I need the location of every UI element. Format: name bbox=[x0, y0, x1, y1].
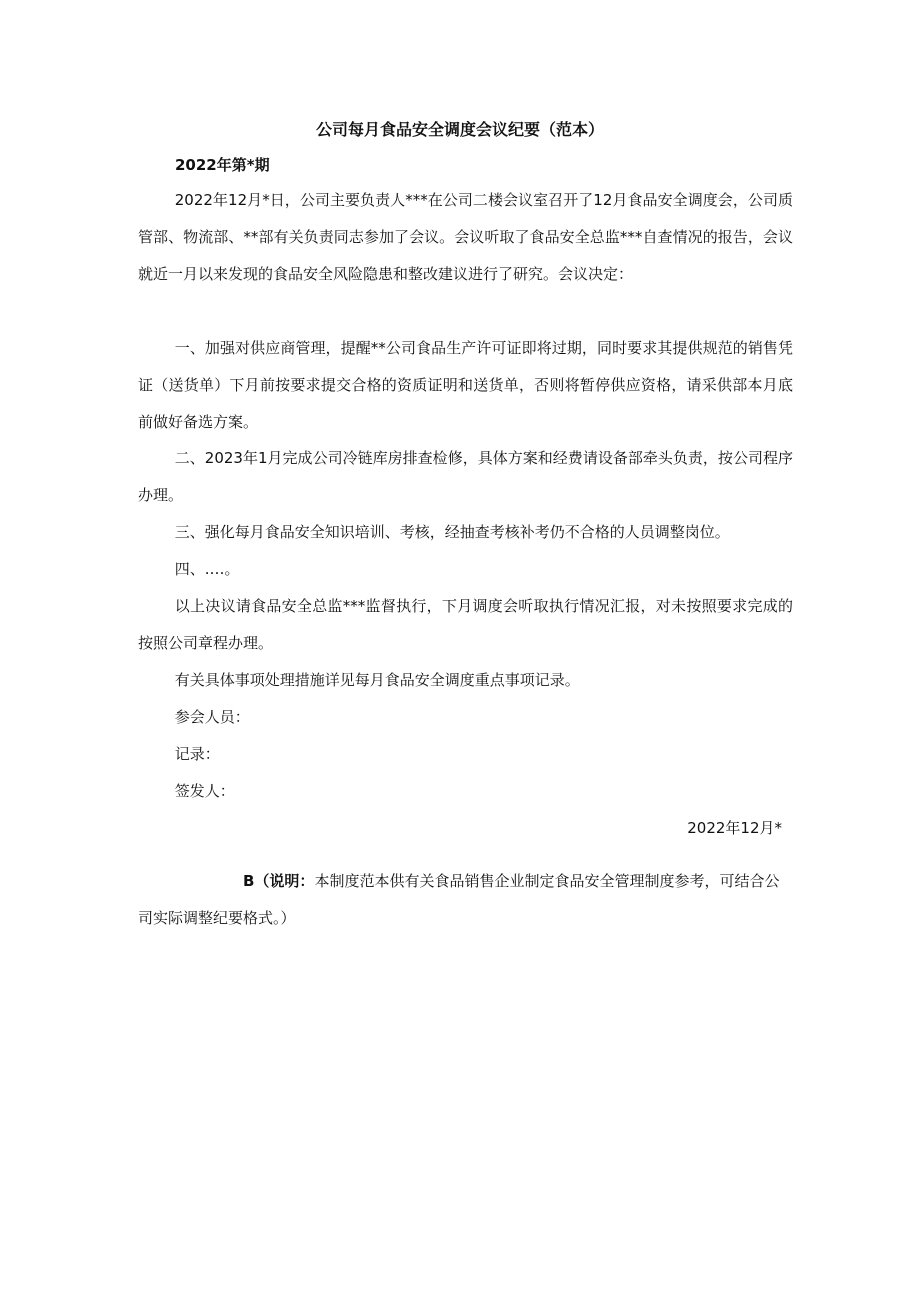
paragraph-supervision: 以上决议请食品安全总监***监督执行，下月调度会听取执行情况汇报，对未按照要求完成的按照公司章程办理。 bbox=[138, 597, 793, 652]
explanatory-note bbox=[138, 863, 793, 937]
note-prefix: B（说明： bbox=[243, 872, 315, 890]
paragraph-meeting-summary: 2022年12月*日，公司主要负责人***在公司二楼会议室召开了12月食品安全调度会，公司质管部、物流部、**部有关负责同志参加了会议。会议听取了食品安全总监***自查情况的报告，会议就近一月以来发现的食品安全风险隐患和整改建议进行了研究。会议决定： bbox=[138, 191, 793, 283]
issue-number: 2022年第*期 bbox=[175, 156, 270, 174]
note-text: 本制度范本供有关食品销售企业制定食品安全管理制度参考，可结合公司实际调整纪要格式。） bbox=[138, 872, 780, 927]
paragraph-decision-3: 三、强化每月食品安全知识培训、考核，经抽查考核补考仍不合格的人员调整岗位。 bbox=[174, 523, 730, 541]
document-title: 公司每月食品安全调度会议纪要（范本） bbox=[315, 120, 604, 139]
paragraph-decision-4: 四、.…。 bbox=[174, 560, 240, 578]
paragraph-details-reference: 有关具体事项处理措施详见每月食品安全调度重点事项记录。 bbox=[174, 671, 580, 689]
paragraph-decision-1: 一、加强对供应商管理，提醒**公司食品生产许可证即将过期，同时要求其提供规范的销售凭证（送货单）下月前按要求提交合格的资质证明和送货单，否则将暂停供应资格，请采供部本月底前做好备选方案。 bbox=[138, 339, 793, 431]
paragraph-decision-2: 二、2023年1月完成公司冷链库房排查检修，具体方案和经费请设备部牵头负责，按公司程序办理。 bbox=[138, 449, 793, 504]
attendees-label: 参会人员： bbox=[174, 708, 250, 726]
document-date: 2022年12月* bbox=[687, 819, 782, 837]
issuer-label: 签发人： bbox=[174, 782, 235, 800]
recorder-label: 记录： bbox=[174, 745, 220, 763]
